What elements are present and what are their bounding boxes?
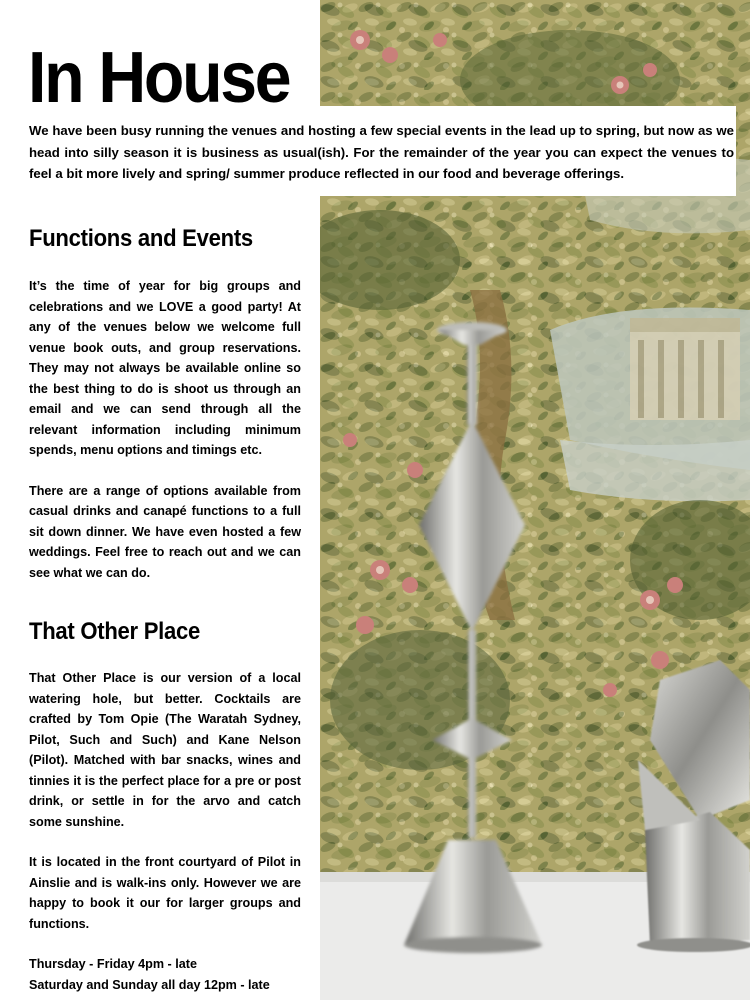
tapestry-building [630,318,740,420]
other-place-section [29,668,301,995]
other-place-paragraph-1: That Other Place is our version of a local watering hole, but better. Cocktails are crafted by Tom Opie (The Waratah Sydney, Pilot, Such and Such) and Kane Nelson (Pilot). Matched with bar snacks, wines and tinnies it is the perfect place for a pre or post drink, or settle in for the arvo and catch some sunshine. [29,671,301,829]
intro-paragraph: We have been busy running the venues and hosting a few special events in the lead up to spring, but now as we head into silly season it is business as usual(ish). For the remainder of the year you can expect the venues to feel a bit more lively and spring/ summer produce reflected in our food and beverage offerings. [29,123,734,181]
other-place-paragraph-2: It is located in the front courtyard of Pilot in Ainslie and is walk-ins only. However we are happy to book it our for larger groups and functions. [29,855,301,931]
other-place-heading: That Other Place [29,618,201,645]
functions-paragraph-2: There are a range of options available from casual drinks and canapé functions to a full sit down dinner. We have even hosted a few weddings. Feel free to reach out and we can see what we can do. [29,483,301,580]
hours-weekend: Saturday and Sunday all day 12pm - late [29,977,270,992]
hours-weekday: Thursday - Friday 4pm - late [29,957,197,971]
functions-section [29,276,301,583]
page-title: In House [28,38,290,118]
functions-heading: Functions and Events [29,225,253,252]
functions-paragraph-1: It’s the time of year for big groups and celebrations and we LOVE a good party! At any of the venues below we welcome full venue book outs, and group reservations. They may not always be available online so the best thing to do is shoot us through an email and we can send through all the relevant information including minimum spends, menu options and timings etc. [29,279,301,457]
